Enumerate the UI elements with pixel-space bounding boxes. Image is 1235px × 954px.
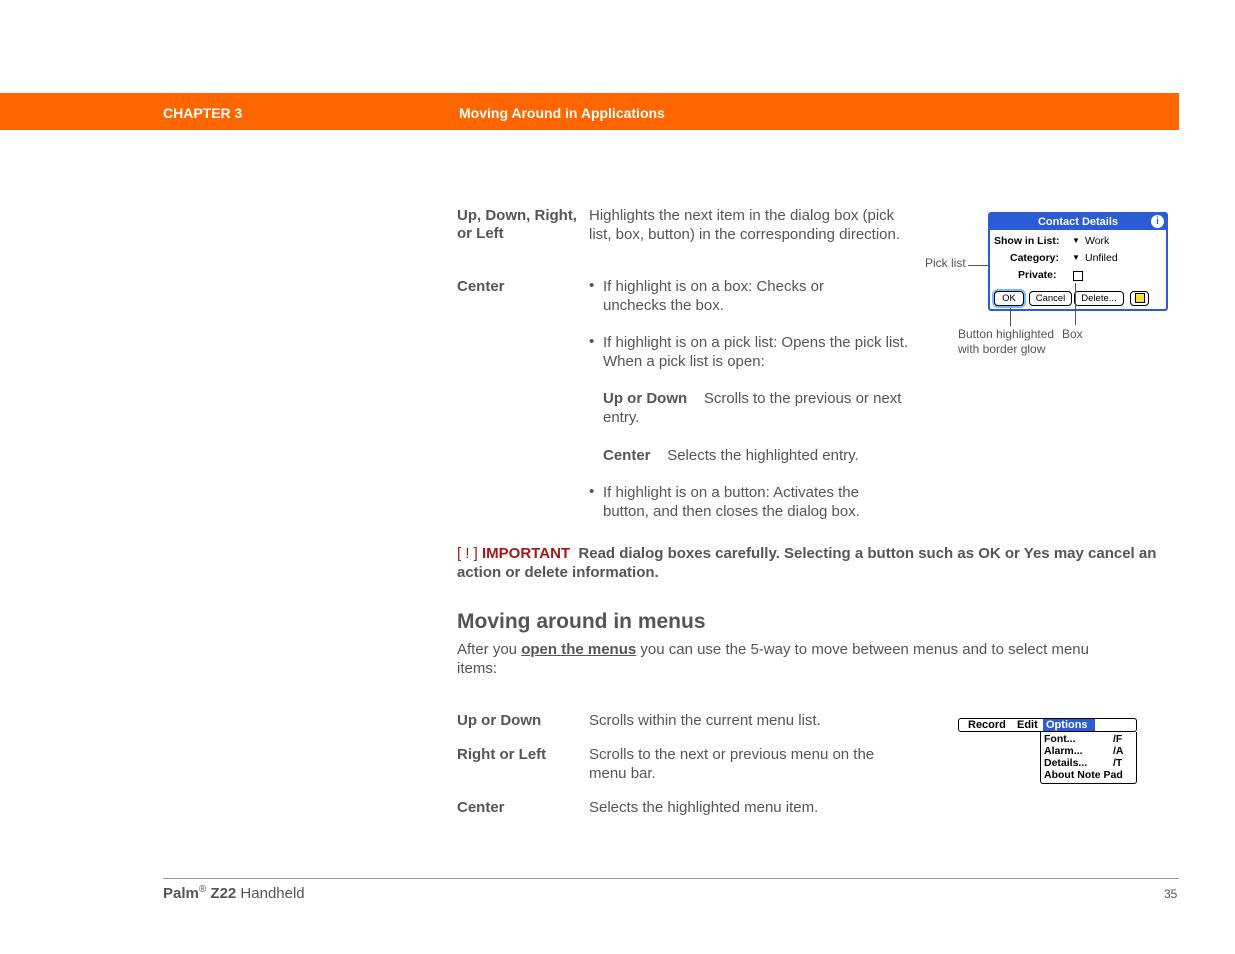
- term-center-menu: Center: [457, 799, 505, 816]
- bullet-button: If highlight is on a button: Activates the button, and then closes the dialog box.: [603, 484, 860, 520]
- callout-button: Button highlighted with border glow: [958, 327, 1055, 356]
- intro-text-before: After you: [457, 641, 522, 658]
- term-up-or-down: Up or Down: [457, 712, 542, 729]
- pick-list-triangle-icon[interactable]: ▼: [1072, 253, 1080, 262]
- category-label: Category:: [1010, 252, 1060, 264]
- desc-up-down-right-left: Highlights the next item in the dialog box (pick list, box, button) in the corresponding direction.: [589, 207, 901, 243]
- sub-center: [603, 446, 903, 465]
- important-label: IMPORTANT: [482, 545, 571, 562]
- desc-right-or-left: Scrolls to the next or previous menu on the menu bar.: [589, 746, 875, 782]
- menu-item-alarm[interactable]: Alarm...: [1044, 745, 1083, 757]
- pick-list-triangle-icon[interactable]: ▼: [1072, 236, 1080, 245]
- intro-text-after: you can use the 5-way to move between menus and to select menu items:: [457, 641, 1089, 677]
- note-button[interactable]: [1130, 291, 1149, 306]
- footer-model: Z22: [210, 885, 237, 902]
- term-center: Center: [457, 278, 505, 295]
- bullet-dot: •: [589, 333, 595, 350]
- callout-line-button: [1010, 308, 1011, 326]
- delete-button[interactable]: Delete...: [1074, 291, 1124, 306]
- important-icon: [ ! ]: [457, 545, 478, 562]
- sub-term-up-down: Up or Down: [603, 390, 688, 407]
- sub-up-down: [603, 389, 903, 427]
- menu-item-details[interactable]: Details...: [1044, 757, 1088, 769]
- menu-shortcut-alarm: /A: [1113, 745, 1124, 757]
- section-heading: Moving around in menus: [457, 610, 706, 633]
- dialog-title: Contact Details: [990, 214, 1166, 230]
- term-up-down-right-left: Up, Down, Right, or Left: [457, 207, 577, 242]
- note-icon: [1135, 293, 1145, 303]
- important-note: [457, 544, 1167, 582]
- chapter-title: Moving Around in Applications: [459, 105, 665, 121]
- important-text: Read dialog boxes carefully. Selecting a button such as OK or Yes may cancel an action or delete information.: [457, 545, 1157, 581]
- contact-details-dialog: [988, 212, 1168, 311]
- menu-item-about[interactable]: About Note Pad: [1044, 769, 1123, 781]
- menu-shortcut-details: /T: [1113, 757, 1123, 769]
- category-value[interactable]: Unfiled: [1085, 252, 1118, 264]
- footer-reg: ®: [198, 884, 207, 895]
- sub-desc-up-down: Scrolls to the previous or next entry.: [603, 390, 902, 426]
- bullet-dot: •: [589, 483, 595, 500]
- chapter-label: CHAPTER 3: [163, 105, 243, 121]
- desc-center-menu: Selects the highlighted menu item.: [589, 799, 819, 816]
- show-in-list-label: Show in List:: [994, 235, 1060, 247]
- menu-record[interactable]: Record: [968, 719, 1006, 731]
- callout-box: Box: [1062, 327, 1083, 341]
- footer-product: [163, 884, 305, 902]
- private-checkbox[interactable]: [1073, 271, 1083, 281]
- info-icon[interactable]: i: [1151, 215, 1164, 228]
- bullet-box: If highlight is on a box: Checks or unchecks the box.: [603, 278, 824, 314]
- section-intro: [457, 640, 1117, 678]
- menu-shortcut-font: /F: [1113, 733, 1123, 745]
- menu-item-font[interactable]: Font...: [1044, 733, 1076, 745]
- sub-term-center: Center: [603, 447, 651, 464]
- footer-suffix: Handheld: [236, 885, 305, 902]
- cancel-button[interactable]: Cancel: [1029, 291, 1072, 306]
- menu-edit[interactable]: Edit: [1017, 719, 1038, 731]
- callout-line-pick-list: [968, 265, 990, 266]
- desc-up-or-down: Scrolls within the current menu list.: [589, 712, 821, 729]
- ok-button[interactable]: OK: [994, 291, 1024, 306]
- options-menu-dropdown: [1040, 732, 1137, 784]
- palm-menu-bar: [958, 718, 1137, 732]
- callout-pick-list: Pick list: [925, 256, 966, 270]
- term-right-or-left: Right or Left: [457, 746, 547, 763]
- private-label: Private:: [1018, 269, 1057, 281]
- footer-rule: [163, 878, 1179, 879]
- show-in-list-value[interactable]: Work: [1085, 235, 1110, 247]
- open-menus-link[interactable]: open the menus: [521, 641, 637, 658]
- menu-options[interactable]: Options: [1043, 719, 1095, 731]
- sub-desc-center: Selects the highlighted entry.: [667, 447, 859, 464]
- callout-line-box: [1075, 283, 1076, 325]
- footer-brand: Palm: [163, 885, 199, 902]
- bullet-pick-list: If highlight is on a pick list: Opens the pick list. When a pick list is open:: [603, 334, 909, 370]
- bullet-dot: •: [589, 277, 595, 294]
- page-number: 35: [1164, 887, 1178, 901]
